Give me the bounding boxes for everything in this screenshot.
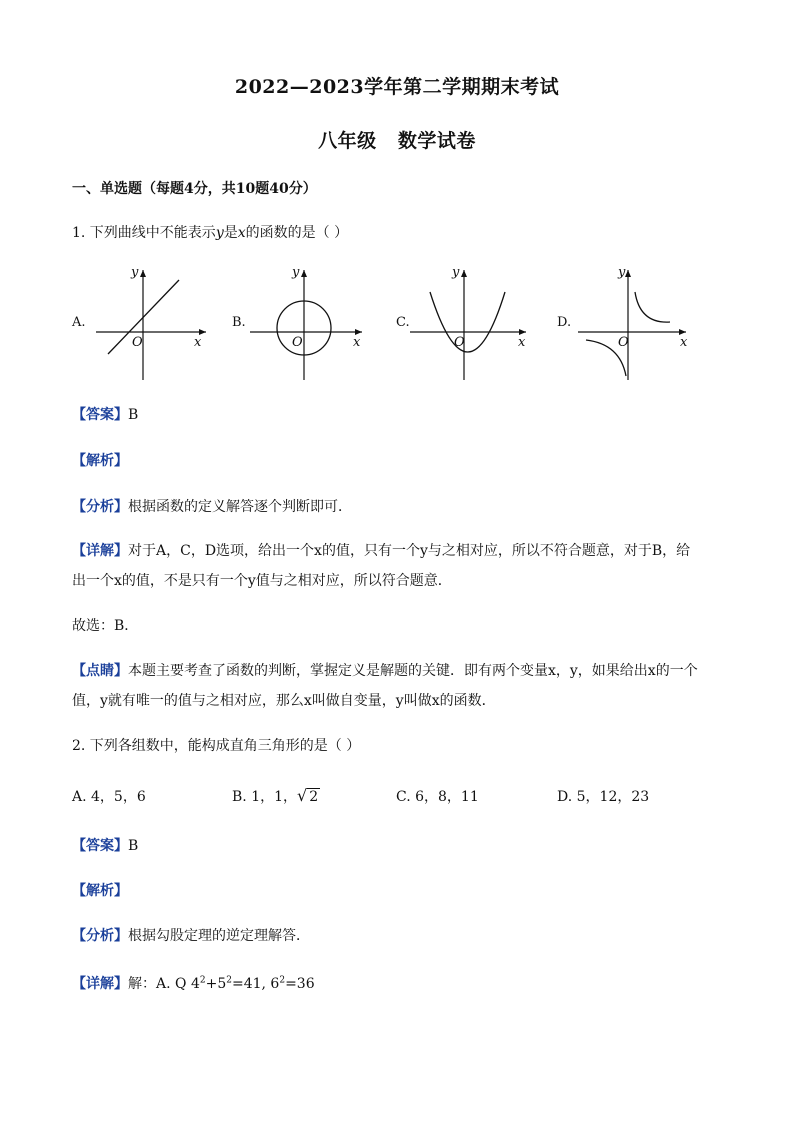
fenxi-line	[72, 496, 352, 516]
option-a-label: A.	[72, 315, 86, 330]
axis-x-label: x	[353, 335, 361, 350]
superscript: 2	[226, 975, 232, 986]
xiangjie-line-2: 出一个x的值，不是只有一个y值与之相对应，所以符合题意．	[72, 573, 452, 589]
option-a: A. 4，5，6	[72, 789, 146, 805]
graph-d-hyperbola	[578, 262, 696, 384]
xiangjie-line-1	[72, 540, 690, 560]
fenxi-tag: 【分析】	[72, 928, 128, 944]
choose-line: 故选：B．	[72, 618, 139, 634]
stem-text: 是	[223, 225, 238, 241]
analysis-tag-line	[72, 450, 128, 470]
dianjing-line-1	[72, 660, 698, 680]
xiangjie-tag: 【详解】	[72, 543, 128, 559]
origin-label: O	[618, 335, 629, 350]
superscript: 2	[279, 975, 286, 986]
dianjing-tag: 【点睛】	[72, 663, 128, 679]
var-x: x	[237, 225, 246, 241]
origin-label: O	[292, 335, 303, 350]
origin-label: O	[454, 335, 465, 350]
option-c: C. 6，8，11	[396, 789, 479, 805]
fenxi-text: 根据勾股定理的逆定理解答．	[128, 928, 310, 944]
axis-x-label: x	[680, 335, 688, 350]
answer-line	[72, 404, 138, 424]
axis-y-label: y	[618, 265, 626, 280]
graph-a-line	[96, 262, 218, 384]
superscript: 2	[199, 975, 206, 986]
axis-y-label: y	[292, 265, 300, 280]
fenxi-tag: 【分析】	[72, 499, 128, 515]
analysis-tag-line-2	[72, 880, 128, 900]
answer-tag: 【答案】	[72, 838, 128, 854]
axis-x-label: x	[194, 335, 202, 350]
option-b-label: B.	[232, 315, 246, 330]
analysis-tag: 【解析】	[72, 453, 128, 469]
axis-y-label: y	[131, 265, 139, 280]
fenxi-text: 根据函数的定义解答逐个判断即可．	[128, 499, 352, 515]
xiangjie-text: 解：A. Q 4	[128, 976, 200, 992]
option-b-text: B. 1，1，	[232, 789, 298, 805]
answer-line-2	[72, 835, 138, 855]
dianjing-line-2: 值，y就有唯一的值与之相对应，那么x叫做自变量，y叫做x的函数．	[72, 693, 496, 709]
question-2-stem: 2. 下列各组数中，能构成直角三角形的是（ ）	[72, 738, 361, 754]
var-y: y	[215, 225, 224, 241]
graph-c-parabola	[410, 262, 536, 384]
axis-y-label: y	[452, 265, 460, 280]
graph-b-circle	[250, 262, 372, 384]
xiangjie-line-q2	[72, 973, 315, 993]
option-d: D. 5，12，23	[557, 789, 650, 805]
sqrt-symbol: √	[297, 786, 308, 805]
xiangjie-text: +5	[205, 976, 227, 992]
fenxi-line-2	[72, 925, 310, 945]
xiangjie-text: =41, 6	[231, 976, 280, 992]
option-b	[232, 786, 320, 806]
stem-text: 1. 下列曲线中不能表示	[72, 225, 216, 241]
page-subtitle: 八年级 数学试卷	[318, 130, 476, 152]
xiangjie-text: =36	[285, 976, 315, 992]
origin-label: O	[132, 335, 143, 350]
option-c-label: C.	[396, 315, 410, 330]
page-title: 2022—2023学年第二学期期末考试	[234, 76, 560, 98]
question-1-stem	[72, 222, 348, 242]
answer-value: B	[128, 407, 139, 423]
xiangjie-tag: 【详解】	[72, 976, 128, 992]
section-heading: 一、单选题（每题4分，共10题40分）	[72, 181, 317, 197]
option-d-label: D.	[557, 315, 572, 330]
analysis-tag: 【解析】	[72, 883, 128, 899]
sqrt-radicand: 2	[309, 789, 319, 805]
xiangjie-text: 对于A，C，D选项，给出一个x的值，只有一个y与之相对应，所以不符合题意，对于B，给	[128, 543, 691, 559]
axis-x-label: x	[518, 335, 526, 350]
answer-tag: 【答案】	[72, 407, 128, 423]
stem-text: 的函数的是（ ）	[245, 225, 349, 241]
answer-value: B	[128, 838, 139, 854]
dianjing-text: 本题主要考查了函数的判断，掌握定义是解题的关键．即有两个变量x，y，如果给出x的一个	[128, 663, 698, 679]
